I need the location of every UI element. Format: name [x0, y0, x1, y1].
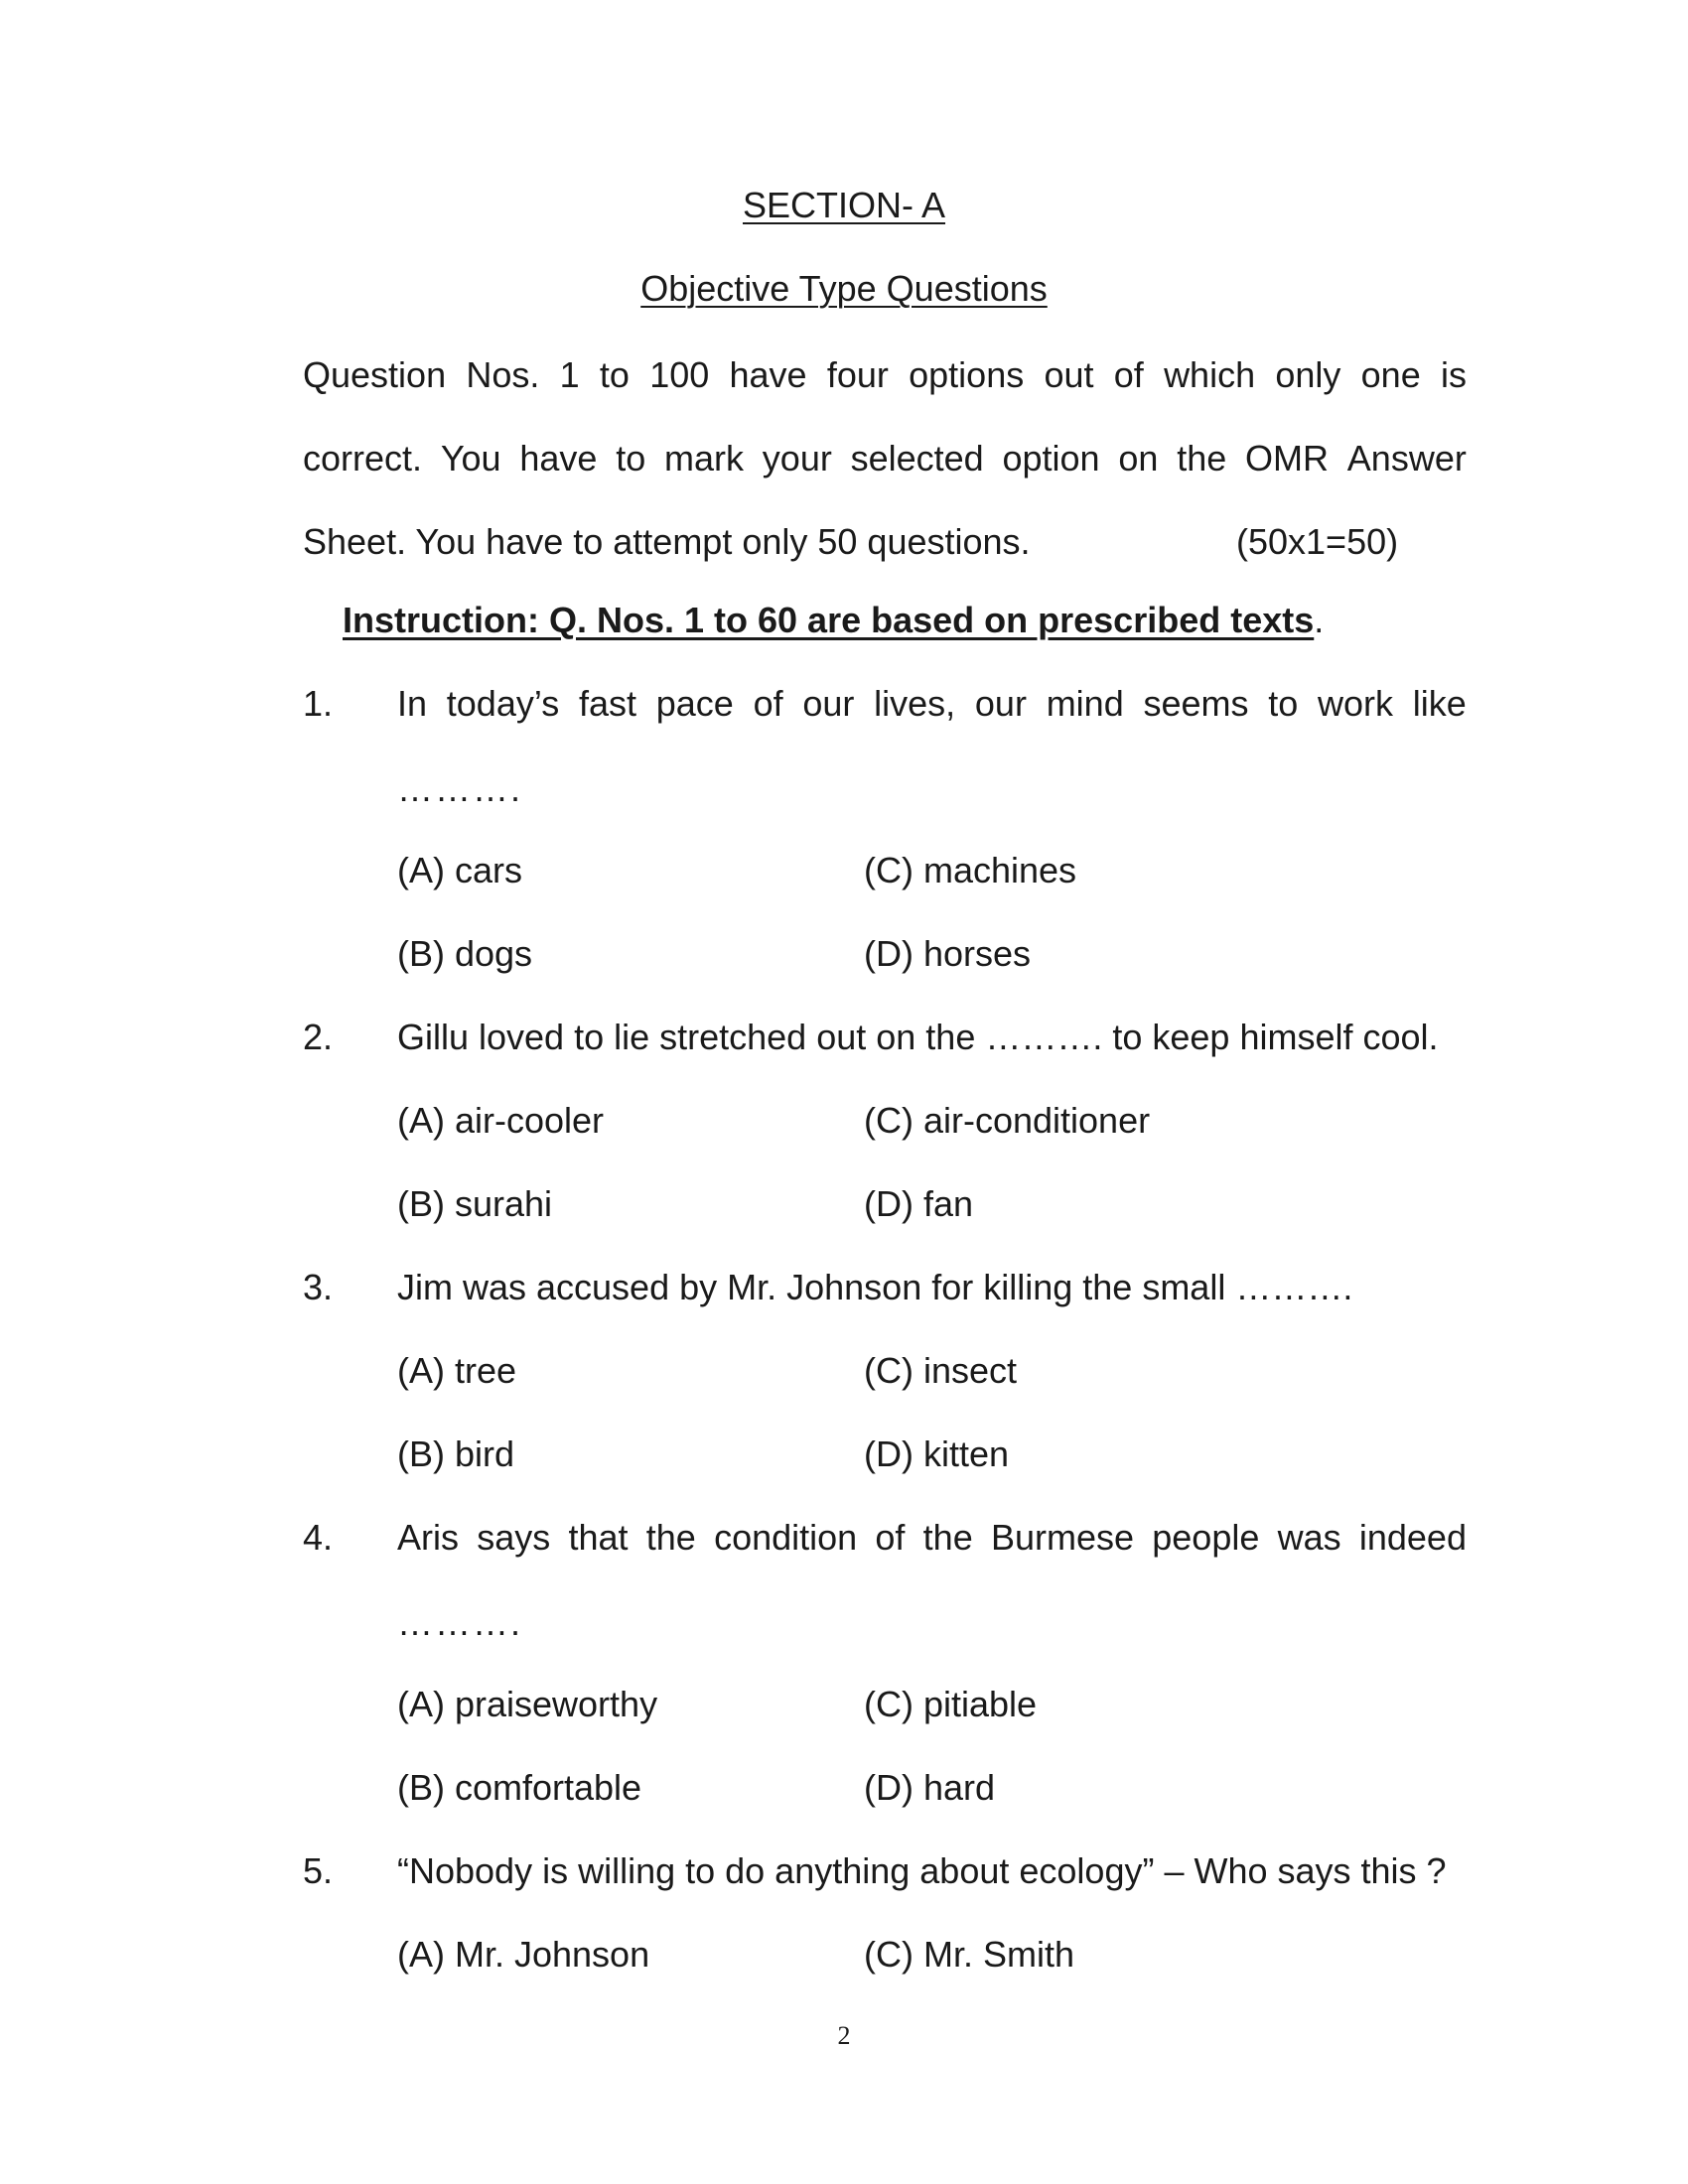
question-number: 1.: [303, 683, 334, 724]
intro-word: option: [1002, 438, 1100, 478]
intro-word: Answer: [1346, 438, 1467, 478]
intro-word: You: [440, 438, 501, 478]
question-word: indeed: [1358, 1517, 1467, 1558]
question-blank: ……….: [397, 1602, 523, 1643]
intro-word: Question: [303, 354, 447, 395]
intro-line-2: [303, 417, 1467, 500]
intro-word: which: [1164, 354, 1256, 395]
option-a: (A) Mr. Johnson: [397, 1934, 650, 1975]
question-word: In: [397, 683, 428, 724]
question-word: people: [1152, 1517, 1260, 1558]
intro-word: 1: [559, 354, 580, 395]
question-word: seems: [1143, 683, 1249, 724]
intro-word: 100: [649, 354, 710, 395]
question-word: our: [974, 683, 1027, 724]
option-c: (C) insect: [864, 1350, 1018, 1391]
question-word: that: [568, 1517, 629, 1558]
question-text: [397, 1517, 1467, 1559]
question-number: 5.: [303, 1850, 334, 1891]
intro-word: correct.: [303, 438, 423, 478]
question-number: 3.: [303, 1267, 334, 1307]
intro-word: have: [729, 354, 807, 395]
intro-word: options: [909, 354, 1025, 395]
question-word: today’s: [446, 683, 560, 724]
intro-paragraph: [303, 334, 1467, 584]
question-word: work: [1318, 683, 1394, 724]
question-word: pace: [655, 683, 734, 724]
intro-word: to: [616, 438, 646, 478]
question-word: was: [1277, 1517, 1341, 1558]
question-number: 2.: [303, 1017, 334, 1057]
option-d: (D) kitten: [864, 1433, 1010, 1474]
option-c: (C) air-conditioner: [864, 1100, 1151, 1141]
intro-line-3-text: Sheet. You have to attempt only 50 questions.: [303, 521, 1031, 562]
intro-word: mark: [664, 438, 745, 478]
intro-word: of: [1113, 354, 1144, 395]
question-word: our: [802, 683, 855, 724]
option-a: (A) praiseworthy: [397, 1684, 658, 1724]
option-c: (C) Mr. Smith: [864, 1934, 1074, 1975]
intro-word: selected: [850, 438, 984, 478]
question-text: [397, 683, 1467, 725]
option-b: (B) dogs: [397, 933, 533, 974]
option-c: (C) pitiable: [864, 1684, 1038, 1724]
intro-line-3: [303, 500, 1467, 584]
intro-word: have: [519, 438, 598, 478]
option-c: (C) machines: [864, 850, 1077, 890]
option-d: (D) horses: [864, 933, 1032, 974]
question-text: “Nobody is willing to do anything about ecology” – Who says this ?: [397, 1850, 1447, 1891]
intro-word: on: [1118, 438, 1159, 478]
intro-word: out: [1044, 354, 1094, 395]
question-word: condition: [714, 1517, 858, 1558]
section-subtitle: Objective Type Questions: [640, 268, 1048, 309]
intro-word: to: [599, 354, 630, 395]
option-d: (D) fan: [864, 1183, 974, 1224]
page-number: 2: [837, 2021, 851, 2050]
question-text: Gillu loved to lie stretched out on the ………. to keep himself cool.: [397, 1017, 1439, 1057]
option-b: (B) bird: [397, 1433, 515, 1474]
intro-word: is: [1440, 354, 1467, 395]
question-word: says: [477, 1517, 551, 1558]
intro-word: Nos.: [466, 354, 540, 395]
option-a: (A) air-cooler: [397, 1100, 605, 1141]
question-word: Burmese: [990, 1517, 1135, 1558]
intro-word: OMR: [1245, 438, 1330, 478]
question-number: 4.: [303, 1517, 334, 1558]
intro-word: only: [1275, 354, 1341, 395]
marks-allocation: (50x1=50): [1236, 521, 1399, 562]
instruction-text: Instruction: Q. Nos. 1 to 60 are based on prescribed texts: [343, 600, 1315, 640]
intro-word: the: [1177, 438, 1227, 478]
option-d: (D) hard: [864, 1767, 996, 1808]
question-word: fast: [578, 683, 636, 724]
instruction: [343, 600, 1324, 641]
question-word: mind: [1046, 683, 1124, 724]
question-word: of: [875, 1517, 906, 1558]
option-a: (A) tree: [397, 1350, 517, 1391]
option-a: (A) cars: [397, 850, 522, 890]
question-word: like: [1412, 683, 1467, 724]
section-title: SECTION- A: [742, 185, 946, 225]
intro-word: four: [826, 354, 889, 395]
question-word: of: [753, 683, 783, 724]
intro-line-1: [303, 334, 1467, 417]
question-word: the: [922, 1517, 973, 1558]
intro-word: your: [762, 438, 832, 478]
option-b: (B) surahi: [397, 1183, 553, 1224]
question-blank: ……….: [397, 768, 523, 809]
question-text: Jim was accused by Mr. Johnson for killing the small ……….: [397, 1267, 1353, 1307]
intro-word: one: [1360, 354, 1421, 395]
instruction-period: .: [1314, 600, 1325, 640]
question-word: lives,: [874, 683, 956, 724]
question-word: the: [645, 1517, 696, 1558]
question-word: Aris: [397, 1517, 459, 1558]
question-word: to: [1268, 683, 1299, 724]
option-b: (B) comfortable: [397, 1767, 642, 1808]
